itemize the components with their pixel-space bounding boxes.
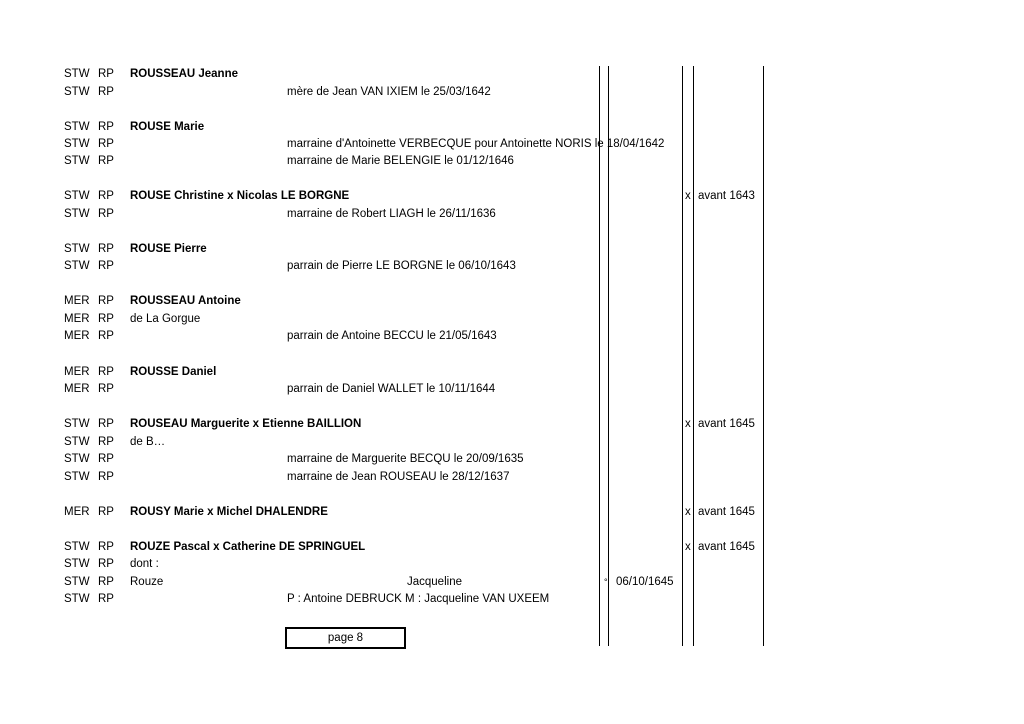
record-type-code: RP	[98, 593, 114, 605]
column-divider	[599, 66, 600, 646]
record-row	[0, 539, 1024, 555]
record-type-code: RP	[98, 541, 114, 553]
parish-code: STW	[64, 576, 90, 588]
record-detail: marraine d'Antoinette VERBECQUE pour Antoinette NORIS le 18/04/1642	[287, 138, 665, 150]
record-row	[0, 311, 1024, 327]
child-first-name: Jacqueline	[407, 576, 462, 588]
parish-code: STW	[64, 471, 90, 483]
record-row	[0, 469, 1024, 485]
record-type-code: RP	[98, 243, 114, 255]
record-row	[0, 434, 1024, 450]
person-name: ROUSE Christine x Nicolas LE BORGNE	[130, 190, 350, 202]
record-row	[0, 293, 1024, 309]
parish-code: STW	[64, 208, 90, 220]
record-type-code: RP	[98, 453, 114, 465]
event-date: 06/10/1645	[616, 576, 674, 588]
record-row	[0, 188, 1024, 204]
person-name: ROUSE Pierre	[130, 243, 207, 255]
parish-code: STW	[64, 121, 90, 133]
parish-code: STW	[64, 138, 90, 150]
marriage-mark: x	[685, 541, 691, 553]
parish-code: STW	[64, 243, 90, 255]
record-type-code: RP	[98, 471, 114, 483]
person-name: ROUSSEAU Antoine	[130, 295, 241, 307]
person-name: ROUSY Marie x Michel DHALENDRE	[130, 506, 328, 518]
marriage-note: avant 1645	[698, 541, 755, 553]
record-detail: marraine de Marie BELENGIE le 01/12/1646	[287, 155, 514, 167]
record-row	[0, 328, 1024, 344]
record-row	[0, 504, 1024, 520]
record-row	[0, 136, 1024, 152]
parish-code: STW	[64, 260, 90, 272]
record-detail: parrain de Daniel WALLET le 10/11/1644	[287, 383, 496, 395]
record-type-code: RP	[98, 86, 114, 98]
record-row	[0, 119, 1024, 135]
record-type-code: RP	[98, 330, 114, 342]
record-type-code: RP	[98, 313, 114, 325]
record-type-code: RP	[98, 366, 114, 378]
record-type-code: RP	[98, 558, 114, 570]
marriage-mark: x	[685, 418, 691, 430]
record-row	[0, 206, 1024, 222]
record-type-code: RP	[98, 506, 114, 518]
marriage-note: avant 1645	[698, 418, 755, 430]
column-divider	[682, 66, 683, 646]
record-row	[0, 381, 1024, 397]
parish-code: MER	[64, 383, 90, 395]
record-row	[0, 153, 1024, 169]
parish-code: STW	[64, 418, 90, 430]
parish-code: STW	[64, 86, 90, 98]
person-name: ROUSE Marie	[130, 121, 205, 133]
parish-code: STW	[64, 190, 90, 202]
person-name: de B…	[130, 436, 166, 448]
record-type-code: RP	[98, 138, 114, 150]
parish-code: STW	[64, 436, 90, 448]
parish-code: STW	[64, 453, 90, 465]
record-row	[0, 66, 1024, 82]
record-row	[0, 258, 1024, 274]
record-row	[0, 84, 1024, 100]
record-type-code: RP	[98, 190, 114, 202]
record-type-code: RP	[98, 383, 114, 395]
person-name: de La Gorgue	[130, 313, 201, 325]
parish-code: MER	[64, 295, 90, 307]
marriage-mark: x	[685, 190, 691, 202]
person-name: Rouze	[130, 576, 164, 588]
record-row	[0, 574, 1024, 590]
record-detail: marraine de Robert LIAGH le 26/11/1636	[287, 208, 496, 220]
parish-code: MER	[64, 313, 90, 325]
record-detail: P : Antoine DEBRUCK M : Jacqueline VAN UXEEM	[287, 593, 550, 605]
parish-code: STW	[64, 593, 90, 605]
parish-code: STW	[64, 558, 90, 570]
marriage-note: avant 1645	[698, 506, 755, 518]
record-row	[0, 556, 1024, 572]
parish-code: MER	[64, 506, 90, 518]
parish-code: STW	[64, 155, 90, 167]
record-detail: marraine de Marguerite BECQU le 20/09/1635	[287, 453, 524, 465]
person-name: ROUZE Pascal x Catherine DE SPRINGUEL	[130, 541, 366, 553]
record-row	[0, 364, 1024, 380]
record-type-code: RP	[98, 155, 114, 167]
record-type-code: RP	[98, 68, 114, 80]
person-name: ROUSSE Daniel	[130, 366, 217, 378]
person-name: dont :	[130, 558, 159, 570]
record-row	[0, 416, 1024, 432]
record-type-code: RP	[98, 576, 114, 588]
page-number: page 8	[327, 632, 364, 644]
parish-code: MER	[64, 366, 90, 378]
parish-code: STW	[64, 68, 90, 80]
record-row	[0, 451, 1024, 467]
marriage-note: avant 1643	[698, 190, 755, 202]
column-divider	[693, 66, 694, 646]
person-name: ROUSSEAU Jeanne	[130, 68, 239, 80]
marriage-mark: x	[685, 506, 691, 518]
record-detail: mère de Jean VAN IXIEM le 25/03/1642	[287, 86, 491, 98]
record-type-code: RP	[98, 418, 114, 430]
record-detail: parrain de Pierre LE BORGNE le 06/10/1643	[287, 260, 516, 272]
record-detail: marraine de Jean ROUSEAU le 28/12/1637	[287, 471, 510, 483]
record-row	[0, 241, 1024, 257]
record-type-code: RP	[98, 436, 114, 448]
record-type-code: RP	[98, 121, 114, 133]
parish-code: MER	[64, 330, 90, 342]
birth-symbol: °	[604, 577, 608, 587]
column-divider	[608, 66, 609, 646]
column-divider	[763, 66, 764, 646]
record-type-code: RP	[98, 295, 114, 307]
parish-code: STW	[64, 541, 90, 553]
record-detail: parrain de Antoine BECCU le 21/05/1643	[287, 330, 497, 342]
person-name: ROUSEAU Marguerite x Etienne BAILLION	[130, 418, 362, 430]
record-row	[0, 591, 1024, 607]
record-type-code: RP	[98, 208, 114, 220]
record-type-code: RP	[98, 260, 114, 272]
page-number-box	[285, 627, 406, 649]
